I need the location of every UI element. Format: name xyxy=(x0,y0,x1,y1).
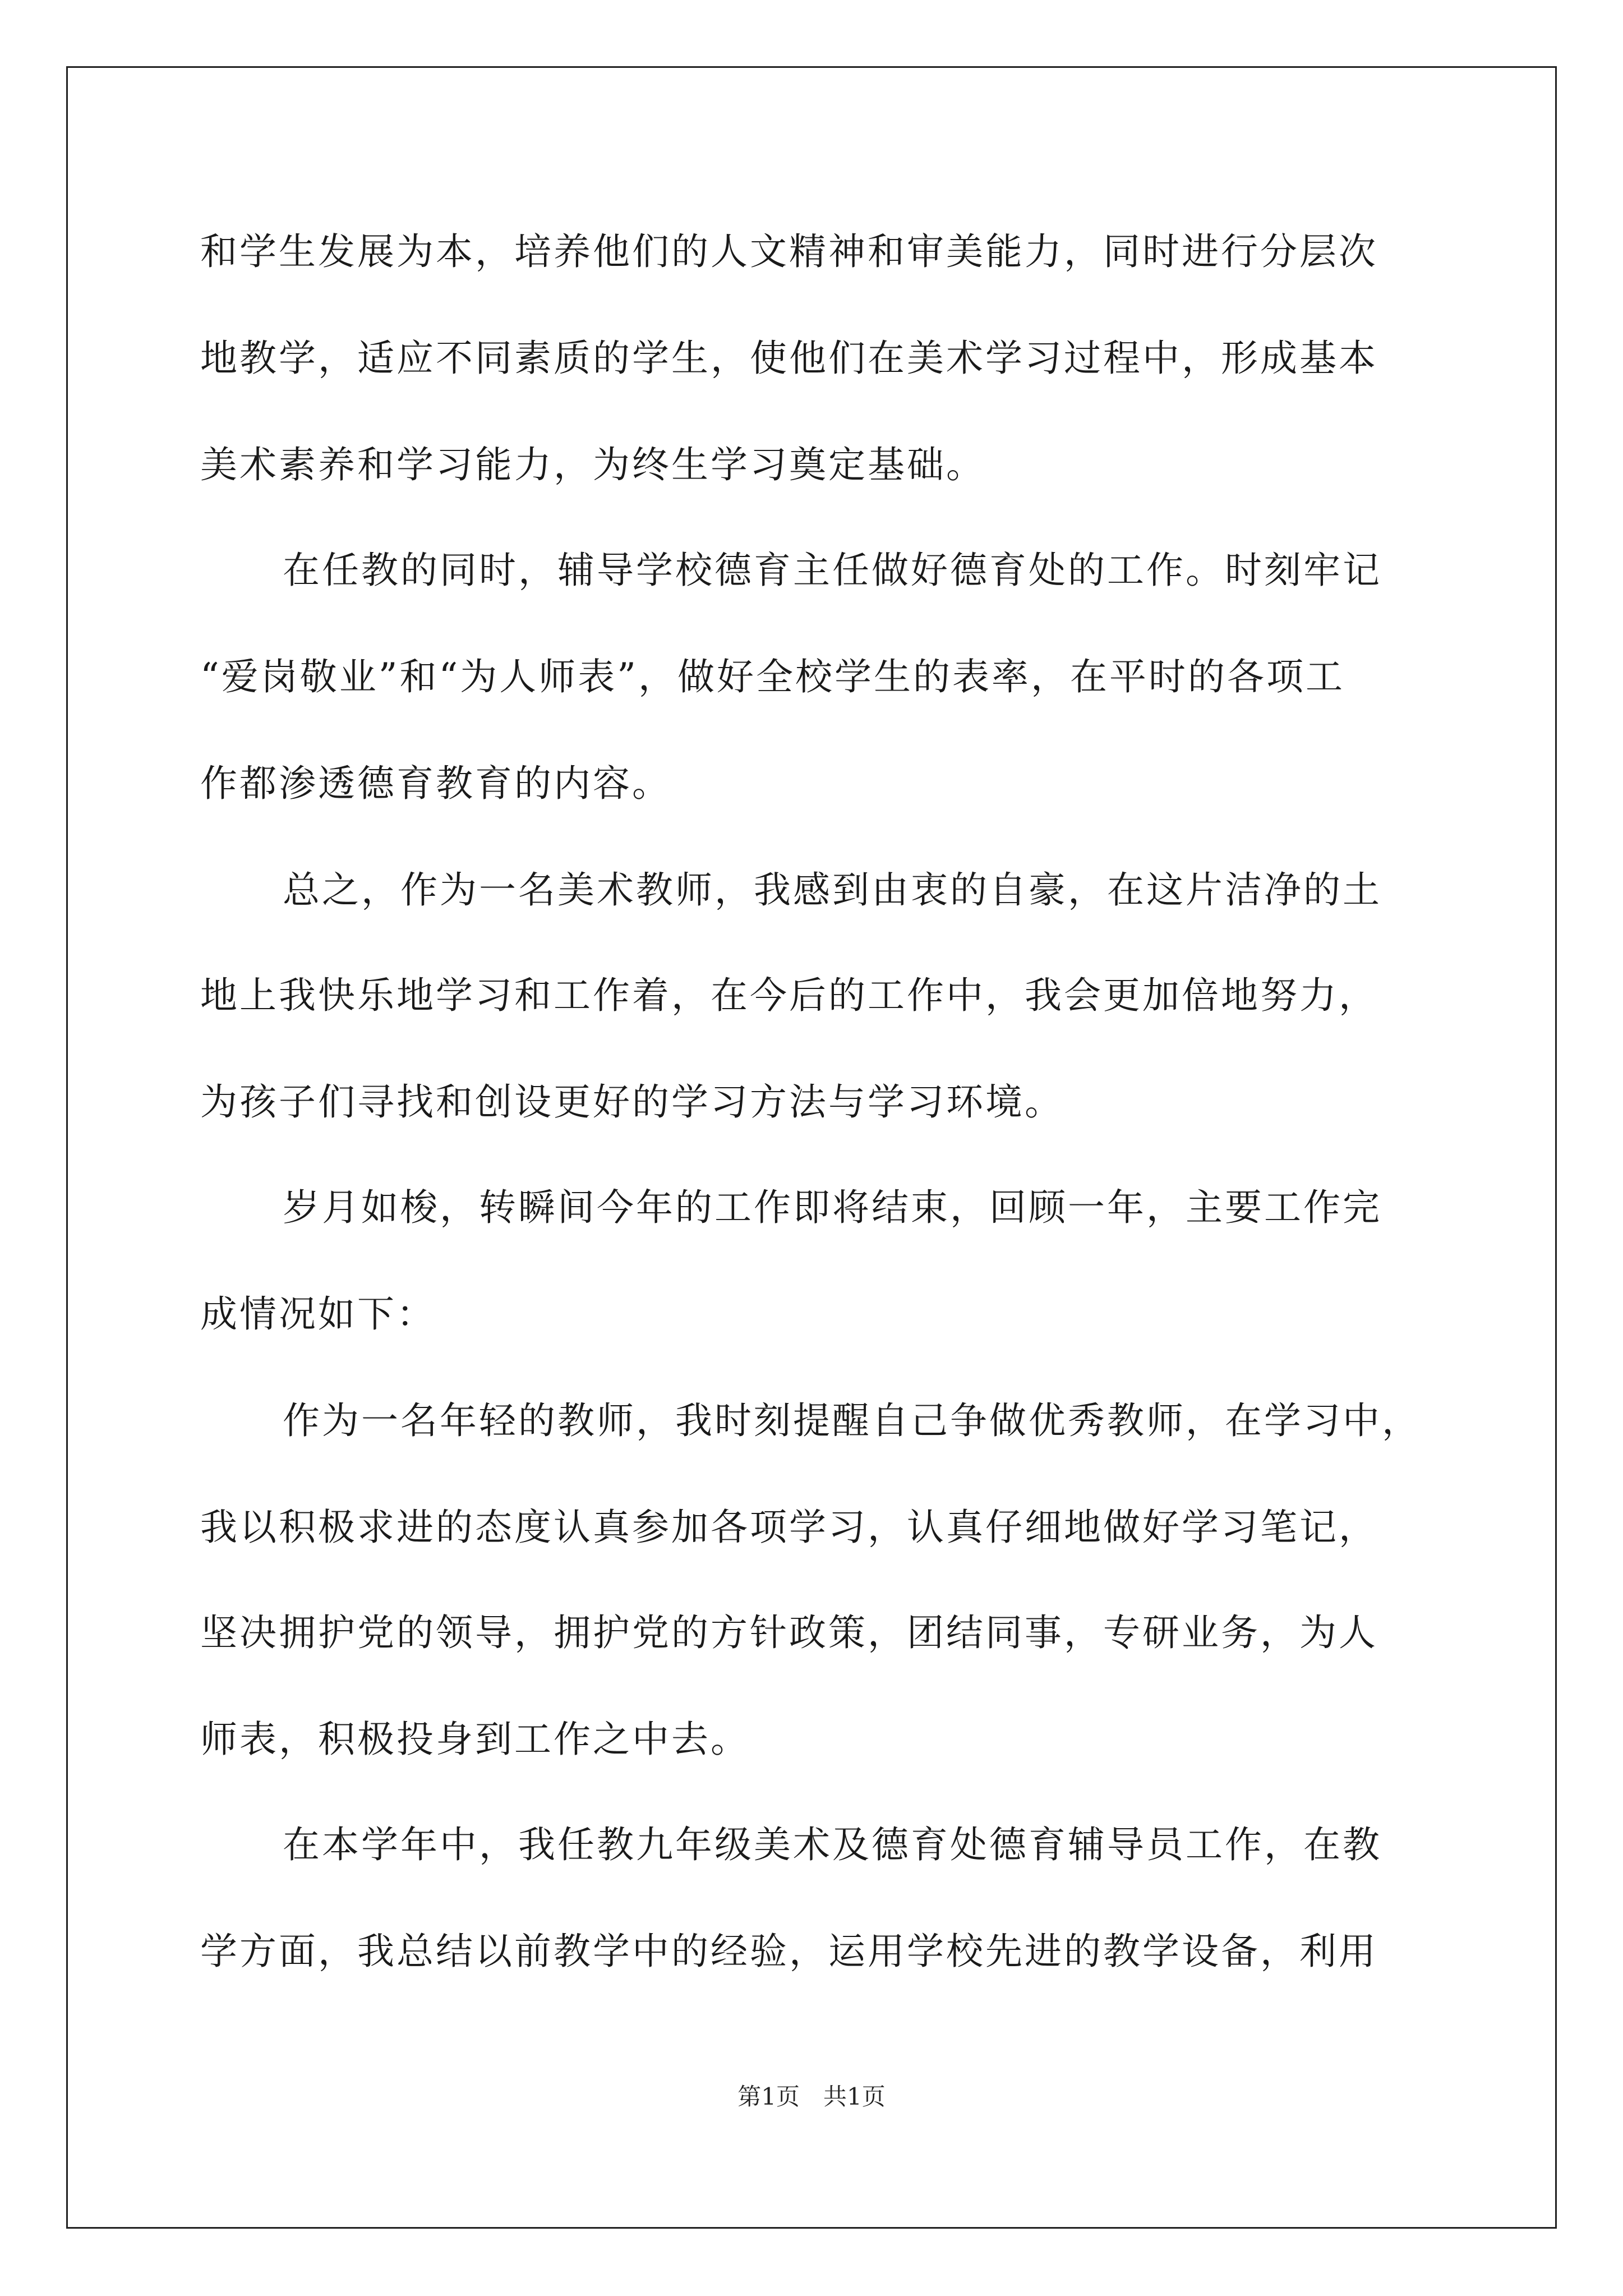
text-line: 作都渗透德育教育的内容。 xyxy=(200,762,671,805)
text-line: 和学生发展为本，培养他们的人文精神和审美能力，同时进行分层次 xyxy=(200,230,1378,273)
paragraph-first-line: 在本学年中，我任教九年级美术及德育处德育辅导员工作，在教 xyxy=(283,1823,1382,1866)
text-line: “爱岗敬业”和“为人师表”，做好全校学生的表率，在平时的各项工 xyxy=(200,655,1345,698)
page-number-footer: 第1页 共1页 xyxy=(737,2083,886,2110)
text-line: 我以积极求进的态度认真参加各项学习，认真仔细地做好学习笔记， xyxy=(200,1506,1378,1549)
text-line: 学方面，我总结以前教学中的经验，运用学校先进的教学设备，利用 xyxy=(200,1930,1378,1973)
paragraph-first-line: 岁月如梭，转瞬间今年的工作即将结束，回顾一年，主要工作完 xyxy=(283,1186,1382,1229)
text-line: 坚决拥护党的领导，拥护党的方针政策，团结同事，专研业务，为人 xyxy=(200,1611,1378,1654)
text-line: 师表，积极投身到工作之中去。 xyxy=(200,1718,750,1761)
paragraph-first-line: 作为一名年轻的教师，我时刻提醒自己争做优秀教师，在学习中， xyxy=(283,1399,1421,1442)
paragraph-first-line: 在任教的同时，辅导学校德育主任做好德育处的工作。时刻牢记 xyxy=(283,549,1382,592)
text-line: 美术素养和学习能力，为终生学习奠定基础。 xyxy=(200,443,985,486)
text-line: 成情况如下： xyxy=(200,1292,436,1336)
page-border xyxy=(66,66,1557,2229)
text-line: 地上我快乐地学习和工作着，在今后的工作中，我会更加倍地努力， xyxy=(200,974,1378,1017)
paragraph-first-line: 总之，作为一名美术教师，我感到由衷的自豪，在这片洁净的土 xyxy=(283,868,1382,912)
text-line: 为孩子们寻找和创设更好的学习方法与学习环境。 xyxy=(200,1080,1064,1124)
text-line: 地教学，适应不同素质的学生，使他们在美术学习过程中，形成基本 xyxy=(200,337,1378,380)
